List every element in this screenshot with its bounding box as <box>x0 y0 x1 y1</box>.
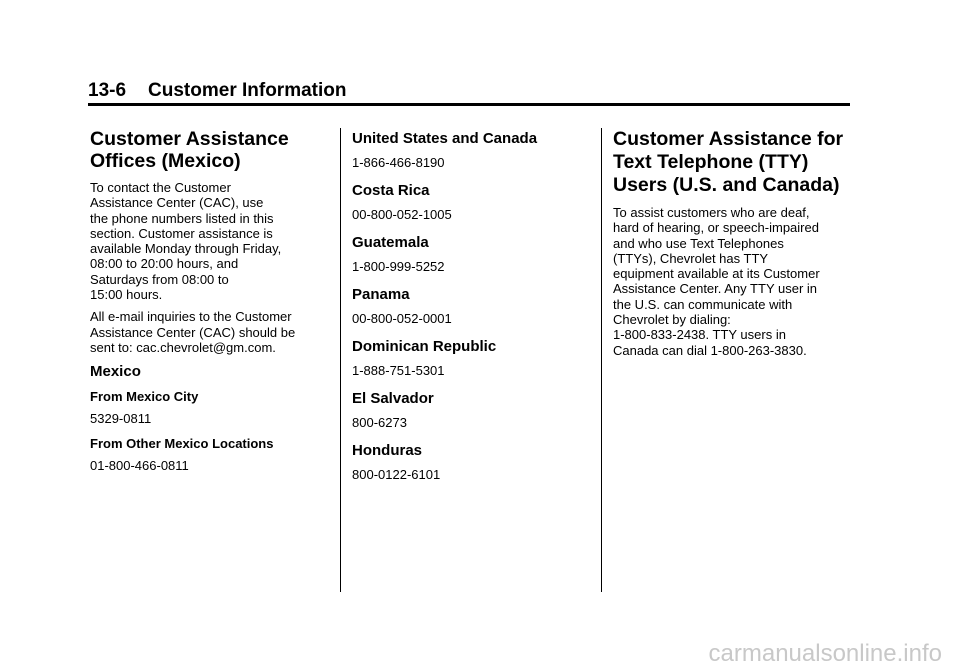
country-heading: El Salvador <box>352 390 434 407</box>
from-mexico-city-label: From Mexico City <box>90 389 199 405</box>
text-line: the U.S. can communicate with <box>613 296 793 312</box>
email-paragraph <box>90 309 330 355</box>
title-line: Offices (Mexico) <box>90 150 241 172</box>
mexico-heading: Mexico <box>90 363 141 381</box>
text-line: Canada can dial 1-800-263-3830. <box>613 342 807 358</box>
watermark: carmanualsonline.info <box>708 640 942 667</box>
text-line: hard of hearing, or speech-impaired <box>613 220 819 236</box>
column-divider-1 <box>340 128 341 592</box>
column-country-numbers <box>352 128 592 494</box>
mexico-city-phone: 5329-0811 <box>90 411 152 427</box>
tty-paragraph <box>613 205 853 358</box>
column-tty <box>613 128 853 365</box>
country-phone: 1-800-999-5252 <box>352 259 445 274</box>
text-line: 1-800-833-2438. TTY users in <box>613 327 786 343</box>
country-phone: 1-888-751-5301 <box>352 363 445 378</box>
column-divider-2 <box>601 128 602 592</box>
text-line: All e-mail inquiries to the Customer <box>90 309 292 325</box>
contact-paragraph <box>90 180 330 302</box>
title-line: Customer Assistance for <box>613 128 844 150</box>
text-line: To assist customers who are deaf, <box>613 205 810 220</box>
title-line: Text Telephone (TTY) <box>613 151 809 173</box>
country-phone: 00-800-052-0001 <box>352 311 452 326</box>
chapter-title: Customer Information <box>148 80 347 101</box>
text-line: Assistance Center. Any TTY user in <box>613 281 818 297</box>
country-heading: Costa Rica <box>352 182 430 199</box>
text-line: To contact the Customer <box>90 180 231 195</box>
country-phone: 800-6273 <box>352 415 407 430</box>
section-title-tty <box>613 128 853 197</box>
text-line: available Monday through Friday, <box>90 241 282 257</box>
country-heading: Honduras <box>352 442 423 459</box>
country-heading: Guatemala <box>352 234 429 251</box>
title-line: Customer Assistance <box>90 128 289 150</box>
text-line: Chevrolet by dialing: <box>613 312 731 328</box>
text-line: section. Customer assistance is <box>90 225 273 241</box>
country-phone: 00-800-052-1005 <box>352 207 452 222</box>
country-heading: United States and Canada <box>352 130 538 147</box>
text-line: Assistance Center (CAC), use <box>90 195 264 211</box>
title-line: Users (U.S. and Canada) <box>613 174 840 196</box>
text-line: 15:00 hours. <box>90 287 163 303</box>
text-line: 08:00 to 20:00 hours, and <box>90 256 239 272</box>
country-phone: 800-0122-6101 <box>352 467 441 482</box>
text-line: Saturdays from 08:00 to <box>90 271 229 287</box>
page-header <box>88 80 850 106</box>
from-other-locations-label: From Other Mexico Locations <box>90 436 274 452</box>
page-number: 13-6 <box>88 80 127 101</box>
column-mexico-offices <box>90 128 330 483</box>
text-line: and who use Text Telephones <box>613 235 784 251</box>
text-line: (TTYs), Chevrolet has TTY <box>613 250 769 266</box>
text-line: equipment available at its Customer <box>613 266 820 282</box>
text-line: sent to: cac.chevrolet@gm.com. <box>90 339 276 355</box>
country-phone: 1-866-466-8190 <box>352 155 445 170</box>
country-heading: Panama <box>352 286 410 303</box>
country-heading: Dominican Republic <box>352 338 497 355</box>
text-line: the phone numbers listed in this <box>90 210 274 226</box>
text-line: Assistance Center (CAC) should be <box>90 324 296 340</box>
other-locations-phone: 01-800-466-0811 <box>90 458 189 474</box>
section-title-mexico-offices <box>90 128 330 172</box>
